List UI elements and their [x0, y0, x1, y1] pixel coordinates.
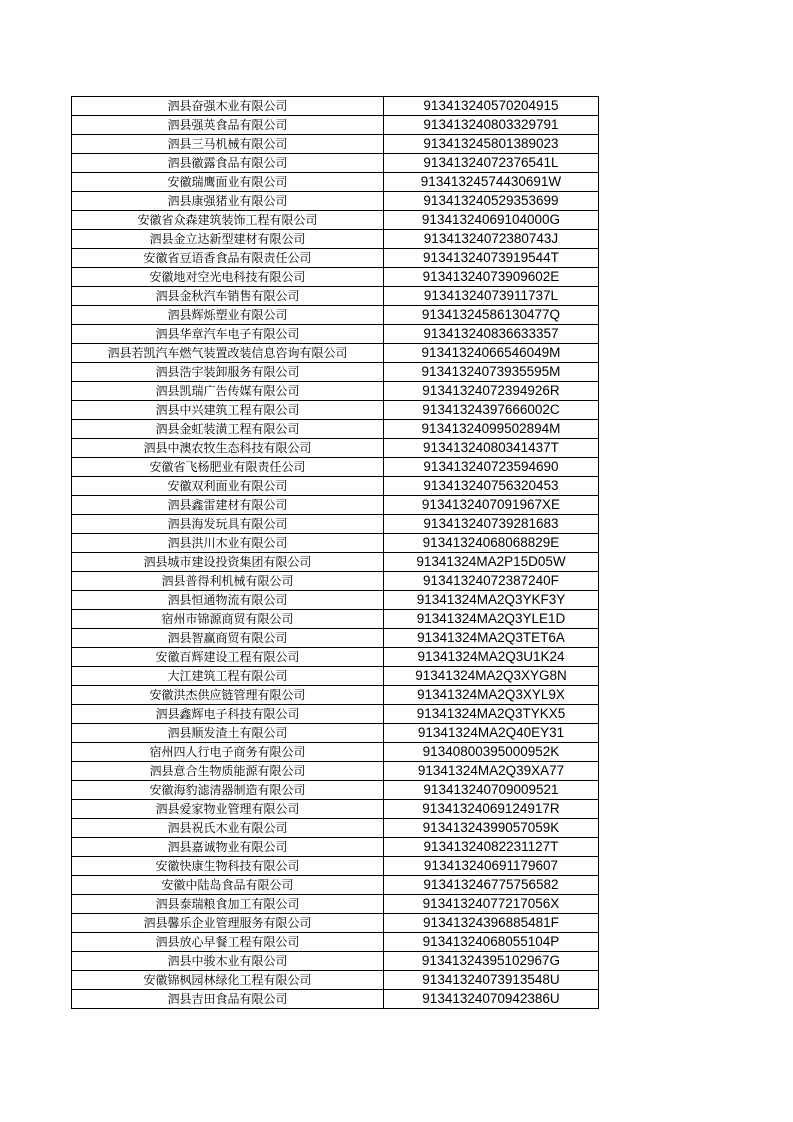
credit-code-cell: 91341324395102967G: [384, 952, 599, 971]
credit-code-cell: 91341324MA2Q3TYKX5: [384, 705, 599, 724]
company-name-cell: 大江建筑工程有限公司: [72, 667, 384, 686]
company-name-cell: 泗县华章汽车电子有限公司: [72, 325, 384, 344]
company-name-cell: 泗县吉田食品有限公司: [72, 990, 384, 1009]
credit-code-cell: 91341324072380743J: [384, 230, 599, 249]
company-name-cell: 泗县海发玩具有限公司: [72, 515, 384, 534]
credit-code-cell: 91341324072387240F: [384, 572, 599, 591]
credit-code-cell: 91341324080341437T: [384, 439, 599, 458]
table-row: [72, 97, 599, 116]
table-row: [72, 344, 599, 363]
company-name-cell: 泗县馨乐企业管理服务有限公司: [72, 914, 384, 933]
company-name-cell: 安徽锦枫园林绿化工程有限公司: [72, 971, 384, 990]
credit-code-cell: 91341324586130477Q: [384, 306, 599, 325]
company-table-container: [71, 96, 599, 1009]
credit-code-cell: 91341324073919544T: [384, 249, 599, 268]
company-name-cell: 泗县浩宇装卸服务有限公司: [72, 363, 384, 382]
table-row: [72, 363, 599, 382]
company-name-cell: 泗县中澳农牧生态科技有限公司: [72, 439, 384, 458]
table-row: [72, 382, 599, 401]
credit-code-cell: 91341324072376541L: [384, 154, 599, 173]
company-name-cell: 安徽省飞杨肥业有限责任公司: [72, 458, 384, 477]
table-row: [72, 192, 599, 211]
credit-code-cell: 913413245801389023: [384, 135, 599, 154]
credit-code-cell: 913413240723594690: [384, 458, 599, 477]
credit-code-cell: 91341324MA2Q3U1K24: [384, 648, 599, 667]
credit-code-cell: 913413240691179607: [384, 857, 599, 876]
credit-code-cell: 91341324396885481F: [384, 914, 599, 933]
company-name-cell: 宿州市锦源商贸有限公司: [72, 610, 384, 629]
company-name-cell: 安徽中陆岛食品有限公司: [72, 876, 384, 895]
table-row: [72, 724, 599, 743]
table-row: [72, 705, 599, 724]
credit-code-cell: 91341324069104000G: [384, 211, 599, 230]
table-row: [72, 116, 599, 135]
credit-code-cell: 913413240836633357: [384, 325, 599, 344]
credit-code-cell: 913413240803329791: [384, 116, 599, 135]
table-row: [72, 496, 599, 515]
credit-code-cell: 913413240709009521: [384, 781, 599, 800]
table-row: [72, 686, 599, 705]
company-name-cell: 泗县顺发渣土有限公司: [72, 724, 384, 743]
credit-code-cell: 913413240739281683: [384, 515, 599, 534]
credit-code-cell: 91341324073909602E: [384, 268, 599, 287]
table-row: [72, 876, 599, 895]
credit-code-cell: 91341324MA2Q3XYG8N: [384, 667, 599, 686]
table-row: [72, 401, 599, 420]
credit-code-cell: 91341324066546049M: [384, 344, 599, 363]
credit-code-cell: 91341324068068829E: [384, 534, 599, 553]
company-name-cell: 泗县康强猪业有限公司: [72, 192, 384, 211]
table-row: [72, 154, 599, 173]
table-row: [72, 534, 599, 553]
table-row: [72, 629, 599, 648]
company-name-cell: 安徽百辉建设工程有限公司: [72, 648, 384, 667]
company-name-cell: 泗县嘉诚物业有限公司: [72, 838, 384, 857]
credit-code-cell: 913413240529353699: [384, 192, 599, 211]
table-row: [72, 211, 599, 230]
company-name-cell: 泗县中骏木业有限公司: [72, 952, 384, 971]
company-name-cell: 泗县鑫雷建材有限公司: [72, 496, 384, 515]
table-row: [72, 135, 599, 154]
table-row: [72, 439, 599, 458]
company-name-cell: 泗县放心早餐工程有限公司: [72, 933, 384, 952]
table-row: [72, 914, 599, 933]
credit-code-cell: 91341324574430691W: [384, 173, 599, 192]
table-row: [72, 990, 599, 1009]
company-name-cell: 安徽海豹滤清器制造有限公司: [72, 781, 384, 800]
company-name-cell: 泗县辉烁塑业有限公司: [72, 306, 384, 325]
company-name-cell: 泗县奋强木业有限公司: [72, 97, 384, 116]
table-row: [72, 477, 599, 496]
table-row: [72, 667, 599, 686]
company-name-cell: 泗县洪川木业有限公司: [72, 534, 384, 553]
company-name-cell: 泗县意合生物质能源有限公司: [72, 762, 384, 781]
company-name-cell: 安徽洪杰供应链管理有限公司: [72, 686, 384, 705]
company-name-cell: 泗县祝氏木业有限公司: [72, 819, 384, 838]
credit-code-cell: 91341324MA2Q39XA77: [384, 762, 599, 781]
table-row: [72, 895, 599, 914]
credit-code-cell: 9134132407091967XE: [384, 496, 599, 515]
table-row: [72, 249, 599, 268]
table-row: [72, 268, 599, 287]
table-row: [72, 762, 599, 781]
credit-code-cell: 91341324099502894M: [384, 420, 599, 439]
company-name-cell: 泗县恒通物流有限公司: [72, 591, 384, 610]
company-name-cell: 安徽快康生物科技有限公司: [72, 857, 384, 876]
credit-code-cell: 91341324MA2P15D05W: [384, 553, 599, 572]
company-name-cell: 泗县金立达新型建材有限公司: [72, 230, 384, 249]
company-name-cell: 泗县金虹装潢工程有限公司: [72, 420, 384, 439]
credit-code-cell: 91341324077217056X: [384, 895, 599, 914]
table-row: [72, 819, 599, 838]
table-row: [72, 553, 599, 572]
company-name-cell: 泗县强英食品有限公司: [72, 116, 384, 135]
company-name-cell: 泗县若凯汽车燃气装置改装信息咨询有限公司: [72, 344, 384, 363]
table-row: [72, 572, 599, 591]
credit-code-cell: 91341324MA2Q3YLE1D: [384, 610, 599, 629]
company-name-cell: 安徽双利面业有限公司: [72, 477, 384, 496]
credit-code-cell: 913413246775756582: [384, 876, 599, 895]
credit-code-cell: 91341324MA2Q3TET6A: [384, 629, 599, 648]
credit-code-cell: 913413240570204915: [384, 97, 599, 116]
table-row: [72, 952, 599, 971]
table-row: [72, 458, 599, 477]
company-name-cell: 宿州四人行电子商务有限公司: [72, 743, 384, 762]
table-row: [72, 838, 599, 857]
credit-code-cell: 91341324073935595M: [384, 363, 599, 382]
company-name-cell: 泗县金秋汽车销售有限公司: [72, 287, 384, 306]
table-row: [72, 173, 599, 192]
company-name-cell: 泗县中兴建筑工程有限公司: [72, 401, 384, 420]
company-name-cell: 泗县普得利机械有限公司: [72, 572, 384, 591]
table-row: [72, 610, 599, 629]
table-row: [72, 515, 599, 534]
credit-code-cell: 91341324069124917R: [384, 800, 599, 819]
company-name-cell: 泗县爱家物业管理有限公司: [72, 800, 384, 819]
table-row: [72, 800, 599, 819]
table-row: [72, 591, 599, 610]
credit-code-cell: 91341324MA2Q3XYL9X: [384, 686, 599, 705]
credit-code-cell: 91341324073913548U: [384, 971, 599, 990]
company-name-cell: 安徽瑞鹰面业有限公司: [72, 173, 384, 192]
credit-code-cell: 91341324073911737L: [384, 287, 599, 306]
company-name-cell: 泗县徽露食品有限公司: [72, 154, 384, 173]
company-name-cell: 安徽省众森建筑装饰工程有限公司: [72, 211, 384, 230]
table-row: [72, 648, 599, 667]
table-row: [72, 287, 599, 306]
credit-code-cell: 91341324MA2Q3YKF3Y: [384, 591, 599, 610]
credit-code-cell: 913413240756320453: [384, 477, 599, 496]
company-name-cell: 安徽省豆语香食品有限责任公司: [72, 249, 384, 268]
company-name-cell: 泗县三马机械有限公司: [72, 135, 384, 154]
company-name-cell: 泗县泰瑞粮食加工有限公司: [72, 895, 384, 914]
company-name-cell: 安徽地对空光电科技有限公司: [72, 268, 384, 287]
company-name-cell: 泗县鑫辉电子科技有限公司: [72, 705, 384, 724]
table-row: [72, 743, 599, 762]
credit-code-cell: 91341324072394926R: [384, 382, 599, 401]
credit-code-cell: 91341324399057059K: [384, 819, 599, 838]
credit-code-cell: 91341324MA2Q40EY31: [384, 724, 599, 743]
table-row: [72, 306, 599, 325]
table-row: [72, 933, 599, 952]
company-name-cell: 泗县凯瑞广告传媒有限公司: [72, 382, 384, 401]
credit-code-cell: 91341324068055104P: [384, 933, 599, 952]
credit-code-cell: 91341324082231127T: [384, 838, 599, 857]
table-row: [72, 781, 599, 800]
company-name-cell: 泗县城市建设投资集团有限公司: [72, 553, 384, 572]
table-row: [72, 857, 599, 876]
credit-code-cell: 91340800395000952K: [384, 743, 599, 762]
credit-code-cell: 91341324397666002C: [384, 401, 599, 420]
table-row: [72, 230, 599, 249]
company-table-body: [72, 97, 599, 1009]
table-row: [72, 971, 599, 990]
company-table: [71, 96, 599, 1009]
company-name-cell: 泗县智赢商贸有限公司: [72, 629, 384, 648]
table-row: [72, 325, 599, 344]
credit-code-cell: 91341324070942386U: [384, 990, 599, 1009]
table-row: [72, 420, 599, 439]
